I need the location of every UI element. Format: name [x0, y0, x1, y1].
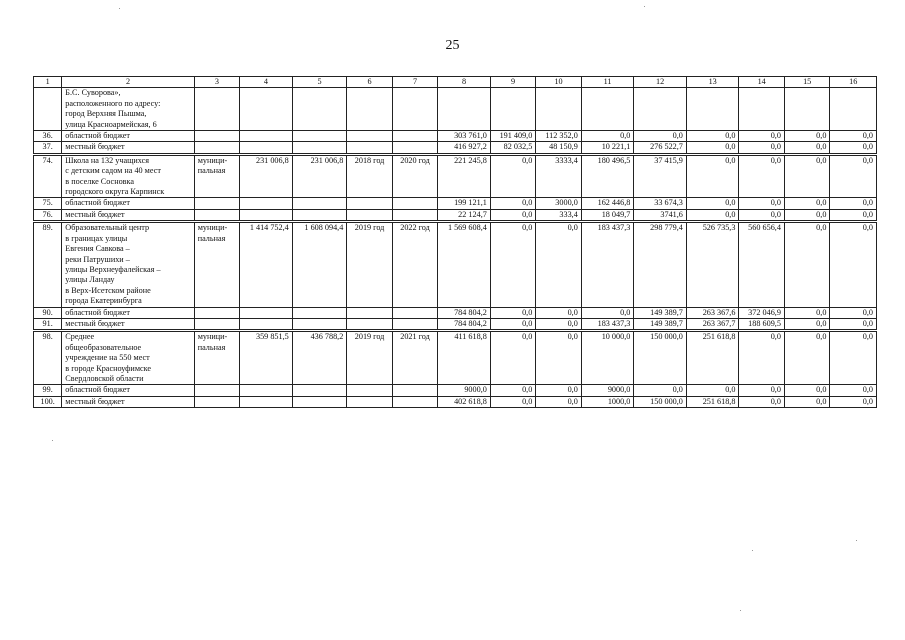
- table-cell: 0,0: [784, 307, 829, 318]
- item-name: местный бюджет: [62, 142, 194, 154]
- column-header-4: 4: [240, 77, 293, 88]
- table-cell: 0,0: [739, 209, 784, 221]
- column-header-11: 11: [581, 77, 634, 88]
- table-cell: 1 414 752,4: [240, 222, 293, 307]
- table-cell: [240, 198, 293, 209]
- table-cell: 37 415,9: [634, 154, 687, 198]
- table-cell: 0,0: [686, 198, 739, 209]
- table-cell: 149 389,7: [634, 318, 687, 330]
- table-cell: 402 618,8: [438, 396, 491, 407]
- table-cell: 3000,0: [536, 198, 581, 209]
- table-cell: 2020 год: [392, 154, 437, 198]
- table-cell: 150 000,0: [634, 396, 687, 407]
- table-cell: [392, 209, 437, 221]
- table-cell: [194, 198, 239, 209]
- table-cell: 333,4: [536, 209, 581, 221]
- scan-speck: [644, 6, 645, 7]
- column-header-8: 8: [438, 77, 491, 88]
- table-cell: 10 000,0: [581, 331, 634, 385]
- table-cell: 0,0: [739, 198, 784, 209]
- table-cell: [240, 209, 293, 221]
- table-cell: [292, 209, 347, 221]
- table-cell: [347, 88, 392, 131]
- item-name: областной бюджет: [62, 307, 194, 318]
- table-cell: 0,0: [536, 318, 581, 330]
- table-cell: [194, 396, 239, 407]
- table-cell: 251 618,8: [686, 331, 739, 385]
- table-cell: 183 437,3: [581, 318, 634, 330]
- table-cell: [347, 131, 392, 142]
- table-cell: [392, 88, 437, 131]
- table-cell: муници- пальная: [194, 222, 239, 307]
- table-cell: [194, 209, 239, 221]
- scan-speck: [856, 540, 857, 541]
- table-cell: 0,0: [739, 385, 784, 396]
- item-name: областной бюджет: [62, 198, 194, 209]
- table-row: [34, 209, 877, 221]
- table-cell: 2021 год: [392, 331, 437, 385]
- table-cell: 0,0: [490, 385, 535, 396]
- table-cell: 1 608 094,4: [292, 222, 347, 307]
- column-header-9: 9: [490, 77, 535, 88]
- table-cell: 112 352,0: [536, 131, 581, 142]
- column-header-1: 1: [34, 77, 62, 88]
- table-cell: [194, 88, 239, 131]
- table-row: [34, 331, 877, 385]
- table-cell: 0,0: [739, 142, 784, 154]
- table-row: [34, 318, 877, 330]
- table-cell: 276 522,7: [634, 142, 687, 154]
- table-cell: [240, 318, 293, 330]
- table-cell: 10 221,1: [581, 142, 634, 154]
- table-cell: [392, 131, 437, 142]
- item-name: Образовательный центр в границах улицы Евгения Савкова – реки Патрушихи – улицы Верхнеуфалейская – улицы Ландау в Верх-Исетском районе города Екатеринбурга: [62, 222, 194, 307]
- table-cell: [194, 142, 239, 154]
- table-cell: 298 779,4: [634, 222, 687, 307]
- table-cell: 0,0: [536, 307, 581, 318]
- table-cell: [240, 88, 293, 131]
- table-cell: [292, 318, 347, 330]
- table-cell: 0,0: [784, 331, 829, 385]
- table-cell: 411 618,8: [438, 331, 491, 385]
- table-cell: [634, 88, 687, 131]
- table-cell: 0,0: [784, 318, 829, 330]
- table-cell: 22 124,7: [438, 209, 491, 221]
- item-name: Среднее общеобразовательное учреждение на 550 мест в городе Красноуфимске Свердловской области: [62, 331, 194, 385]
- table-cell: 2022 год: [392, 222, 437, 307]
- table-cell: [240, 131, 293, 142]
- table-row: [34, 385, 877, 396]
- table-cell: 191 409,0: [490, 131, 535, 142]
- scan-speck: [119, 8, 120, 9]
- table-cell: 0,0: [536, 396, 581, 407]
- table-cell: [438, 88, 491, 131]
- table-cell: 0,0: [784, 142, 829, 154]
- table-row: [34, 307, 877, 318]
- table-cell: 0,0: [686, 142, 739, 154]
- table-cell: 0,0: [830, 385, 877, 396]
- table-cell: 0,0: [686, 385, 739, 396]
- table-cell: [292, 142, 347, 154]
- scan-speck: [752, 550, 753, 551]
- table-cell: [240, 385, 293, 396]
- table-cell: 0,0: [784, 396, 829, 407]
- table-cell: 0,0: [739, 154, 784, 198]
- table-cell: 0,0: [784, 154, 829, 198]
- scan-speck: [52, 440, 53, 441]
- table-cell: 784 804,2: [438, 307, 491, 318]
- table-cell: 231 006,8: [240, 154, 293, 198]
- table-cell: [194, 385, 239, 396]
- column-header-5: 5: [292, 77, 347, 88]
- table-cell: 149 389,7: [634, 307, 687, 318]
- table-cell: 526 735,3: [686, 222, 739, 307]
- table-cell: 0,0: [830, 142, 877, 154]
- table-cell: [240, 307, 293, 318]
- table-cell: [347, 209, 392, 221]
- table-cell: [194, 307, 239, 318]
- table-cell: 0,0: [634, 131, 687, 142]
- table-cell: 0,0: [830, 209, 877, 221]
- table-cell: 0,0: [490, 198, 535, 209]
- table-cell: [581, 88, 634, 131]
- item-name: областной бюджет: [62, 131, 194, 142]
- row-number: 100.: [34, 396, 62, 407]
- row-number: 90.: [34, 307, 62, 318]
- table-cell: 0,0: [686, 131, 739, 142]
- table-cell: [347, 385, 392, 396]
- table-cell: 231 006,8: [292, 154, 347, 198]
- table-cell: 0,0: [490, 222, 535, 307]
- table-cell: [392, 318, 437, 330]
- table-row: [34, 142, 877, 154]
- item-name: местный бюджет: [62, 318, 194, 330]
- table-cell: [194, 131, 239, 142]
- table-cell: 188 609,5: [739, 318, 784, 330]
- table-cell: [686, 88, 739, 131]
- table-row: [34, 222, 877, 307]
- scan-speck: [740, 610, 741, 611]
- table-cell: [292, 385, 347, 396]
- table-cell: 199 121,1: [438, 198, 491, 209]
- table-cell: 263 367,7: [686, 318, 739, 330]
- table-cell: 0,0: [490, 209, 535, 221]
- table-cell: [292, 131, 347, 142]
- table-cell: [347, 396, 392, 407]
- column-header-16: 16: [830, 77, 877, 88]
- column-header-12: 12: [634, 77, 687, 88]
- table-cell: 0,0: [581, 131, 634, 142]
- budget-table: [33, 76, 877, 408]
- table-cell: 0,0: [784, 198, 829, 209]
- table-cell: 221 245,8: [438, 154, 491, 198]
- table-cell: 3741,6: [634, 209, 687, 221]
- table-cell: 303 761,0: [438, 131, 491, 142]
- table-cell: 0,0: [830, 396, 877, 407]
- row-number: 74.: [34, 154, 62, 198]
- table-cell: 263 367,6: [686, 307, 739, 318]
- table-cell: 0,0: [490, 318, 535, 330]
- table-cell: 436 788,2: [292, 331, 347, 385]
- column-header-3: 3: [194, 77, 239, 88]
- table-row: [34, 154, 877, 198]
- table-cell: [194, 318, 239, 330]
- table-cell: 0,0: [784, 222, 829, 307]
- table-cell: 9000,0: [581, 385, 634, 396]
- table-cell: 0,0: [739, 396, 784, 407]
- table-cell: [347, 307, 392, 318]
- table-cell: 560 656,4: [739, 222, 784, 307]
- header-row: [34, 77, 877, 88]
- column-header-13: 13: [686, 77, 739, 88]
- table-cell: 784 804,2: [438, 318, 491, 330]
- row-number: 76.: [34, 209, 62, 221]
- table-cell: [536, 88, 581, 131]
- table-cell: 372 046,9: [739, 307, 784, 318]
- row-number: 91.: [34, 318, 62, 330]
- table-cell: 3333,4: [536, 154, 581, 198]
- item-name: местный бюджет: [62, 209, 194, 221]
- table-cell: [240, 142, 293, 154]
- table-cell: 0,0: [830, 307, 877, 318]
- table-cell: 0,0: [686, 209, 739, 221]
- table-cell: 359 851,5: [240, 331, 293, 385]
- table-cell: [347, 318, 392, 330]
- table-cell: [292, 198, 347, 209]
- table-cell: 162 446,8: [581, 198, 634, 209]
- item-name: местный бюджет: [62, 396, 194, 407]
- page-number: 25: [445, 38, 460, 53]
- table-row: [34, 88, 877, 131]
- table-cell: 0,0: [581, 307, 634, 318]
- table-cell: 0,0: [686, 154, 739, 198]
- column-header-15: 15: [784, 77, 829, 88]
- row-number: 99.: [34, 385, 62, 396]
- table-cell: 0,0: [830, 154, 877, 198]
- table-cell: [240, 396, 293, 407]
- table-cell: [392, 385, 437, 396]
- column-header-6: 6: [347, 77, 392, 88]
- table-row: [34, 396, 877, 407]
- row-number: 75.: [34, 198, 62, 209]
- table-cell: 0,0: [830, 318, 877, 330]
- table-cell: 0,0: [490, 396, 535, 407]
- table-cell: 0,0: [784, 209, 829, 221]
- table-cell: [392, 307, 437, 318]
- table-cell: 0,0: [830, 131, 877, 142]
- column-header-7: 7: [392, 77, 437, 88]
- table-cell: 0,0: [784, 385, 829, 396]
- table-cell: [292, 88, 347, 131]
- row-number: 36.: [34, 131, 62, 142]
- table-cell: 0,0: [490, 307, 535, 318]
- table-cell: муници- пальная: [194, 331, 239, 385]
- item-name: Б.С. Суворова», расположенного по адресу: город Верхняя Пышма, улица Красноармейская, 6: [62, 88, 194, 131]
- table-cell: 0,0: [490, 331, 535, 385]
- table-cell: 0,0: [490, 154, 535, 198]
- table-cell: 0,0: [830, 331, 877, 385]
- table-cell: 0,0: [830, 198, 877, 209]
- table-cell: 180 496,5: [581, 154, 634, 198]
- table-cell: 0,0: [536, 331, 581, 385]
- column-header-2: 2: [62, 77, 194, 88]
- item-name: Школа на 132 учащихся с детским садом на 40 мест в поселке Сосновка городского округа Карпинск: [62, 154, 194, 198]
- table-cell: 183 437,3: [581, 222, 634, 307]
- table-cell: 0,0: [536, 385, 581, 396]
- table-cell: [347, 198, 392, 209]
- table-cell: 150 000,0: [634, 331, 687, 385]
- table-cell: 82 032,5: [490, 142, 535, 154]
- table-cell: [392, 396, 437, 407]
- table-cell: 2019 год: [347, 331, 392, 385]
- table-cell: 9000,0: [438, 385, 491, 396]
- table-cell: 1000,0: [581, 396, 634, 407]
- column-header-10: 10: [536, 77, 581, 88]
- table-cell: [347, 142, 392, 154]
- table-cell: 33 674,3: [634, 198, 687, 209]
- table-cell: 0,0: [830, 222, 877, 307]
- table-cell: [292, 307, 347, 318]
- table-cell: [292, 396, 347, 407]
- table-row: [34, 131, 877, 142]
- table-cell: 0,0: [634, 385, 687, 396]
- table-cell: [830, 88, 877, 131]
- table-cell: 0,0: [784, 131, 829, 142]
- column-header-14: 14: [739, 77, 784, 88]
- table-cell: 0,0: [536, 222, 581, 307]
- table-cell: 2018 год: [347, 154, 392, 198]
- row-number: 89.: [34, 222, 62, 307]
- table-cell: муници- пальная: [194, 154, 239, 198]
- row-number: [34, 88, 62, 131]
- row-number: 98.: [34, 331, 62, 385]
- table-cell: 48 150,9: [536, 142, 581, 154]
- table-cell: [392, 142, 437, 154]
- table-cell: [392, 198, 437, 209]
- table-row: [34, 198, 877, 209]
- table-cell: [490, 88, 535, 131]
- item-name: областной бюджет: [62, 385, 194, 396]
- table-cell: 0,0: [739, 331, 784, 385]
- table-cell: [784, 88, 829, 131]
- table-cell: 251 618,8: [686, 396, 739, 407]
- table-cell: 2019 год: [347, 222, 392, 307]
- table-cell: 1 569 608,4: [438, 222, 491, 307]
- table-cell: 0,0: [739, 131, 784, 142]
- table-cell: 18 049,7: [581, 209, 634, 221]
- row-number: 37.: [34, 142, 62, 154]
- table-cell: [739, 88, 784, 131]
- table-cell: 416 927,2: [438, 142, 491, 154]
